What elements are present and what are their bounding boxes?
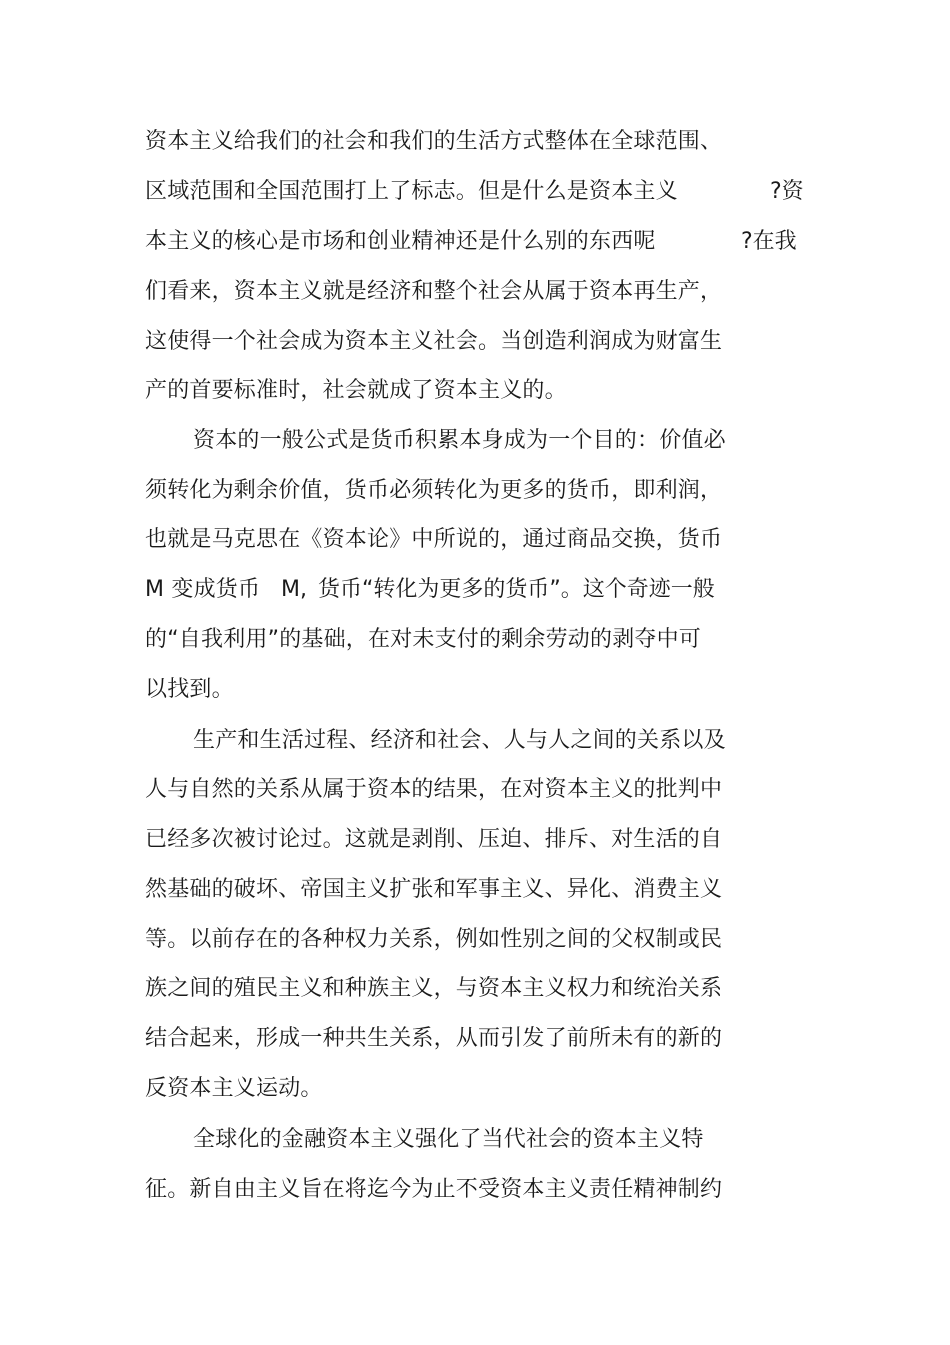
text-fragment: ?在我	[741, 229, 797, 254]
text-line: 也就是马克思在《资本论》中所说的，通过商品交换，货币	[145, 527, 723, 552]
text-line: M 变成货币	[145, 577, 261, 602]
text-line: 生产和生活过程、经济和社会、人与人之间的关系以及	[193, 728, 726, 753]
text-line: 以找到。	[145, 677, 234, 702]
text-line: 然基础的破坏、帝国主义扩张和军事主义、异化、消费主义	[145, 877, 723, 902]
text-fragment: 货币“转化为更多的货币”。这个奇迹一般	[318, 577, 715, 602]
text-line: 族之间的殖民主义和种族主义，与资本主义权力和统治关系	[145, 976, 723, 1001]
text-line: 结合起来，形成一种共生关系，从而引发了前所未有的新的	[145, 1026, 723, 1051]
text-line: 全球化的金融资本主义强化了当代社会的资本主义特	[193, 1127, 704, 1152]
text-line: 区域范围和全国范围打上了标志。但是什么是资本主义	[145, 179, 678, 204]
text-line: 人与自然的关系从属于资本的结果，在对资本主义的批判中	[145, 777, 723, 802]
text-line: 资本主义给我们的社会和我们的生活方式整体在全球范围、	[145, 129, 723, 154]
text-fragment: M,	[281, 577, 307, 602]
text-line: 这使得一个社会成为资本主义社会。当创造利润成为财富生	[145, 329, 723, 354]
text-line: 须转化为剩余价值，货币必须转化为更多的货币，即利润，	[145, 478, 723, 503]
text-line: 们看来，资本主义就是经济和整个社会从属于资本再生产，	[145, 279, 723, 304]
text-line: 产的首要标准时，社会就成了资本主义的。	[145, 378, 567, 403]
text-line: 的“自我利用”的基础，在对未支付的剩余劳动的剥夺中可	[145, 627, 701, 652]
text-fragment: ?资	[770, 179, 804, 204]
text-line: 反资本主义运动。	[145, 1076, 323, 1101]
text-line: 资本的一般公式是货币积累本身成为一个目的：价值必	[193, 428, 726, 453]
text-line: 征。新自由主义旨在将迄今为止不受资本主义责任精神制约	[145, 1177, 723, 1202]
text-line: 已经多次被讨论过。这就是剥削、压迫、排斥、对生活的自	[145, 827, 723, 852]
text-line: 本主义的核心是市场和创业精神还是什么别的东西呢	[145, 229, 656, 254]
text-line: 等。以前存在的各种权力关系，例如性别之间的父权制或民	[145, 927, 723, 952]
